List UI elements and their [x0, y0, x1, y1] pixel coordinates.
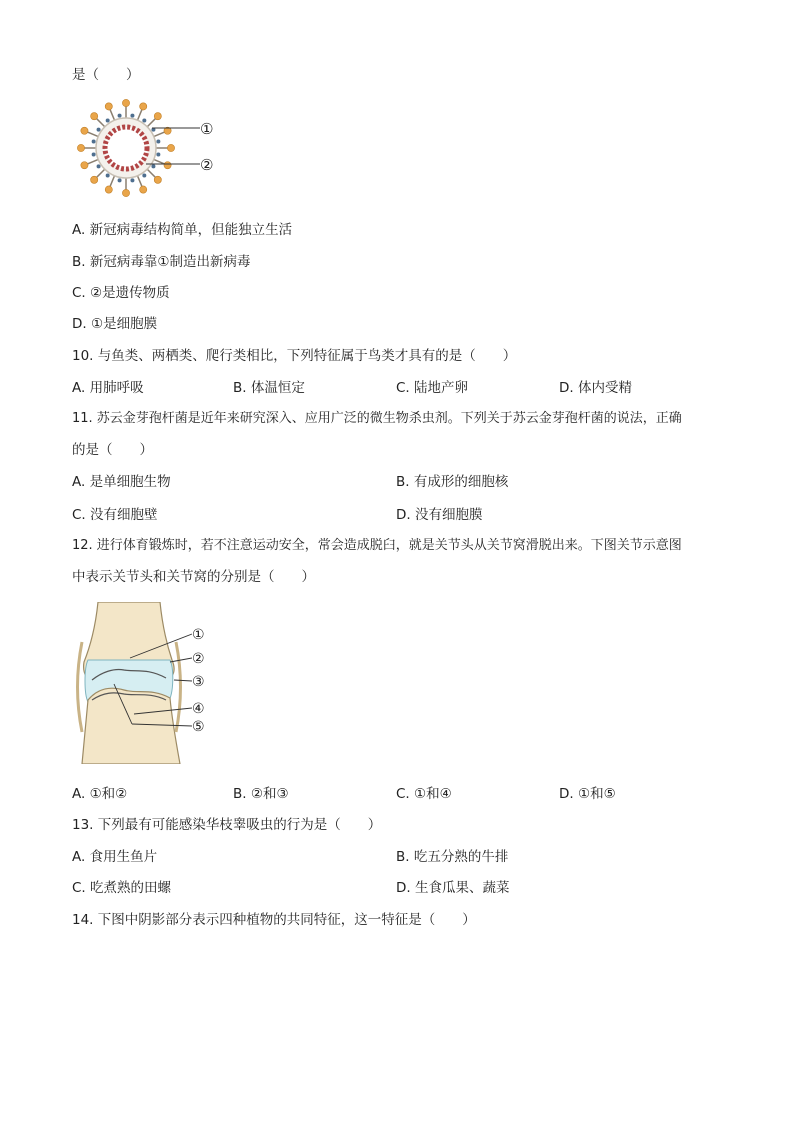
q9-stem-tail: 是（ ）: [72, 67, 140, 83]
virus-label-1: ①: [200, 120, 214, 138]
q13-option-c[interactable]: C. 吃煮熟的田螺: [72, 880, 172, 896]
joint-figure: [74, 602, 224, 764]
joint-label-1: ①: [192, 627, 205, 643]
q10-option-b[interactable]: B. 体温恒定: [233, 380, 305, 396]
q13-option-b[interactable]: B. 吃五分熟的牛排: [396, 849, 509, 865]
q12-option-d[interactable]: D. ①和⑤: [559, 786, 616, 802]
q12-stem-line1: 12. 进行体育锻炼时，若不注意运动安全，常会造成脱臼，就是关节头从关节窝滑脱出来。下图关节示意图: [72, 538, 682, 553]
q12-option-c[interactable]: C. ①和④: [396, 786, 452, 802]
q11-option-a[interactable]: A. 是单细胞生物: [72, 474, 171, 490]
q9-option-b[interactable]: B. 新冠病毒靠①制造出新病毒: [72, 254, 251, 270]
coronavirus-figure: [76, 98, 226, 198]
virus-label-2: ②: [200, 156, 214, 174]
q13-option-a[interactable]: A. 食用生鱼片: [72, 849, 158, 865]
q10-stem: 10. 与鱼类、两栖类、爬行类相比，下列特征属于鸟类才具有的是（ ）: [72, 348, 517, 364]
q11-option-c[interactable]: C. 没有细胞壁: [72, 507, 158, 523]
q9-option-c[interactable]: C. ②是遗传物质: [72, 285, 170, 301]
q10-option-a[interactable]: A. 用肺呼吸: [72, 380, 144, 396]
q10-option-d[interactable]: D. 体内受精: [559, 380, 632, 396]
q11-stem-line1: 11. 苏云金芽孢杆菌是近年来研究深入、应用广泛的微生物杀虫剂。下列关于苏云金芽孢杆菌的说法，正确: [72, 411, 682, 426]
q12-option-a[interactable]: A. ①和②: [72, 786, 128, 802]
q13-stem: 13. 下列最有可能感染华枝睾吸虫的行为是（ ）: [72, 817, 382, 833]
q12-stem-line2: 中表示关节头和关节窝的分别是（ ）: [72, 569, 315, 585]
q14-stem: 14. 下图中阴影部分表示四种植物的共同特征，这一特征是（ ）: [72, 912, 476, 928]
q9-option-a[interactable]: A. 新冠病毒结构简单，但能独立生活: [72, 222, 293, 238]
joint-label-2: ②: [192, 651, 205, 667]
q9-option-d[interactable]: D. ①是细胞膜: [72, 316, 158, 332]
q11-option-d[interactable]: D. 没有细胞膜: [396, 507, 483, 523]
q13-option-d[interactable]: D. 生食瓜果、蔬菜: [396, 880, 510, 896]
q11-option-b[interactable]: B. 有成形的细胞核: [396, 474, 509, 490]
q12-option-b[interactable]: B. ②和③: [233, 786, 289, 802]
joint-label-4: ④: [192, 701, 205, 717]
joint-label-5: ⑤: [192, 719, 205, 735]
q10-option-c[interactable]: C. 陆地产卵: [396, 380, 469, 396]
joint-label-3: ③: [192, 674, 205, 690]
q11-stem-line2: 的是（ ）: [72, 442, 153, 458]
